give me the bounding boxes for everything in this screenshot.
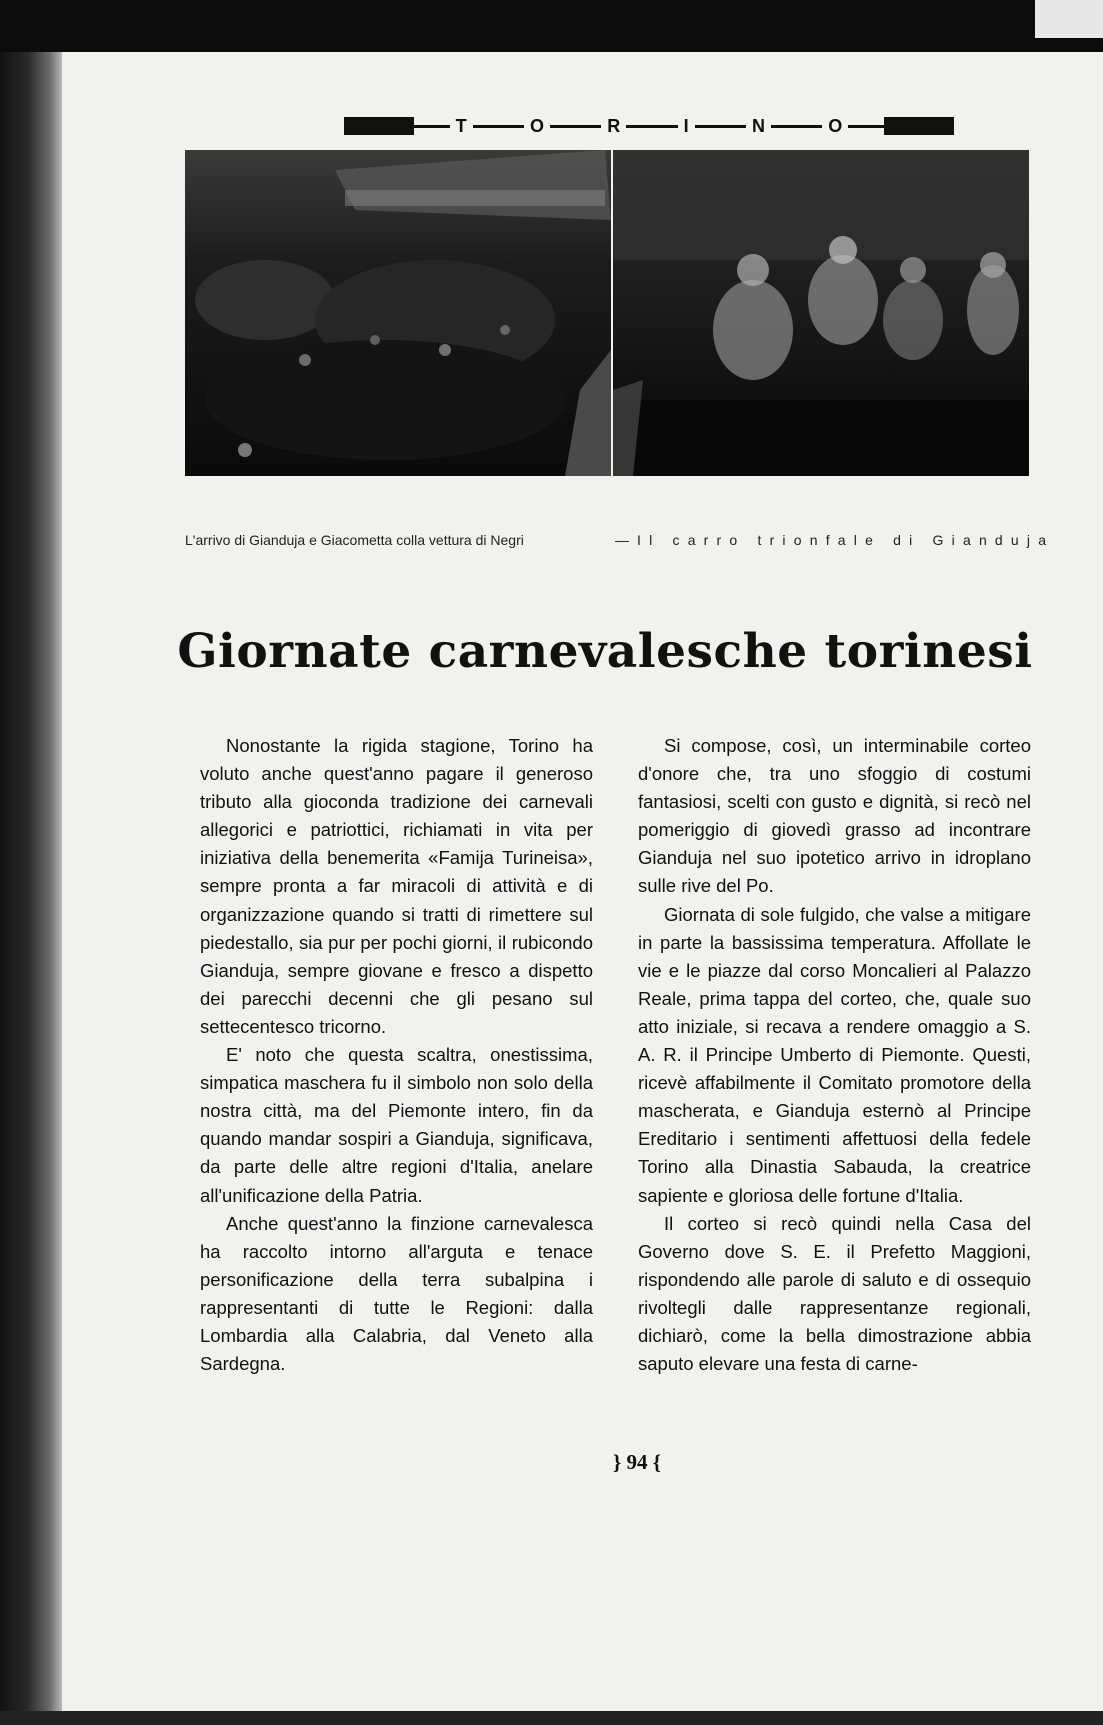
header-letter: I xyxy=(678,116,695,136)
header-ornament-right xyxy=(884,117,954,135)
photo-arrival-crowd xyxy=(185,150,611,476)
scan-border-corner xyxy=(1035,0,1103,38)
article-column-left xyxy=(200,732,593,1378)
paragraph: Giornata di sole fulgido, che valse a mitigare in parte la bassissima temperatura. Affollate le vie e le piazze dal corso Moncalieri al Palazzo Reale, prima tappa del corteo, che, quale suo atto iniziale, si recava a rendere omaggio a S. A. R. il Principe Umberto di Piemonte. Questi, ricevè affabilmente il Comitato promotore della mascherata, e Gianduja esternò al Principe Ereditario i sentimenti affettuosi della fedele Torino alla Dinastia Sabauda, la creatrice sapiente e gloriosa delle fortune d'Italia. xyxy=(638,903,1031,1206)
page-number: } 94 { xyxy=(612,1450,662,1474)
paragraph: Nonostante la rigida stagione, Torino ha voluto anche quest'anno pagare il generoso tributo alla gioconda tradizione dei carnevali allegorici e patriottici, richiamati in vita per iniziativa della benemerita «Famija Turineisa», sempre pronta a far miracoli di attività e di organizzazione quando si tratti di rimettere sul piedestallo, sia pur per pochi giorni, il rubicondo Gianduja, sempre giovane e fresco a dispetto dei parecchi decenni che gli pesano sul settecentesco tricorno. xyxy=(200,735,593,1037)
scan-border-bottom xyxy=(0,1711,1103,1725)
header-letter: O xyxy=(822,116,848,136)
scan-border-left xyxy=(0,52,62,1725)
paragraph: E' noto che questa scaltra, onestissima, simpatica maschera fu il simbolo non solo della nostra città, ma del Piemonte intero, fin da quando mandar sospiri a Gianduja, significava, da parte delle altre regioni d'Italia, anelare all'unificazione della Patria. xyxy=(200,1044,593,1206)
caption-left: L'arrivo di Gianduja e Giacometta colla vettura di Negri xyxy=(185,532,524,548)
paragraph: Il corteo si recò quindi nella Casa del Governo dove S. E. il Prefetto Maggioni, rispondendo alle parole di saluto e di ossequio rivoltegli dalle rappresentanze regionali, dichiarò, come la bella dimostrazione abbia saputo elevare una festa di carne- xyxy=(638,1212,1031,1375)
header-letters xyxy=(424,114,874,138)
scan-border-top xyxy=(0,0,1103,52)
header-letter: O xyxy=(524,116,550,136)
photo-captions xyxy=(185,532,1055,554)
header-letter: T xyxy=(450,116,473,136)
caption-right: Il carro trionfale di Gianduja xyxy=(637,532,1055,548)
header-ornament-left xyxy=(344,117,414,135)
article-title: Giornate carnevalesche torinesi xyxy=(177,624,1033,679)
photo-triumphal-float xyxy=(613,150,1029,476)
magazine-page xyxy=(62,52,1103,1711)
paragraph: Si compose, così, un interminabile corteo d'onore che, tra uno sfoggio di costumi fantasiosi, scelti con gusto e dignità, si recò nel pomeriggio di giovedì grasso ad incontrare Gianduja nel suo ipotetico arrivo in idroplano sulle rive del Po. xyxy=(638,735,1031,897)
article-column-right xyxy=(638,732,1031,1378)
header-letter: R xyxy=(601,116,626,136)
header-letter: N xyxy=(746,116,771,136)
section-header xyxy=(344,114,954,138)
paragraph: Anche quest'anno la finzione carnevalesca ha raccolto intorno all'arguta e tenace personificazione della terra subalpina i rappresentanti di tutte le Regioni: dalla Lombardia alla Calabria, dal Veneto alla Sardegna. xyxy=(200,1212,593,1375)
caption-separator: — xyxy=(615,532,629,548)
